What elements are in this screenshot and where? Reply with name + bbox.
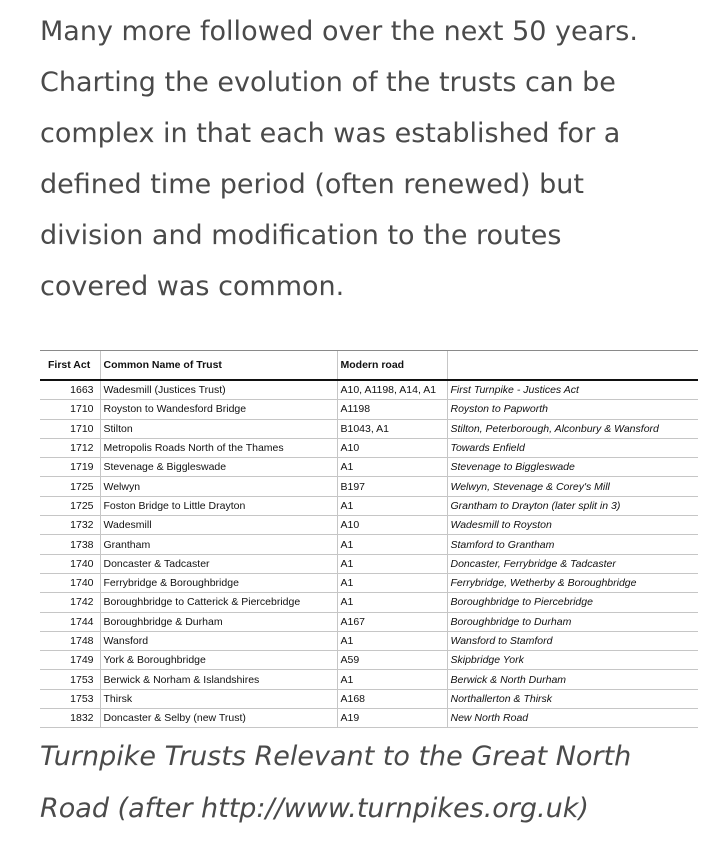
- table-row: [40, 438, 698, 457]
- image-caption: [40, 731, 710, 835]
- cell-first-act: 1719: [40, 458, 100, 477]
- cell-trust-name: Foston Bridge to Little Drayton: [100, 496, 337, 515]
- cell-trust-name: Stilton: [100, 419, 337, 438]
- cell-trust-name: Royston to Wandesford Bridge: [100, 400, 337, 419]
- cell-modern-road: A10: [337, 516, 447, 535]
- cell-modern-road: A1198: [337, 400, 447, 419]
- caption-line: Road (after http://www.turnpikes.org.uk): [40, 793, 589, 824]
- cell-modern-road: A59: [337, 651, 447, 670]
- caption-line: Turnpike Trusts Relevant to the Great North: [40, 741, 632, 772]
- cell-trust-name: Grantham: [100, 535, 337, 554]
- cell-notes: Doncaster, Ferrybridge & Tadcaster: [447, 554, 698, 573]
- turnpike-trusts-table: [40, 350, 698, 728]
- cell-trust-name: Wansford: [100, 631, 337, 650]
- table-row: [40, 651, 698, 670]
- cell-trust-name: Wadesmill: [100, 516, 337, 535]
- table-row: [40, 535, 698, 554]
- cell-trust-name: Doncaster & Tadcaster: [100, 554, 337, 573]
- cell-trust-name: Doncaster & Selby (new Trust): [100, 709, 337, 728]
- header-first-act: First Act: [40, 351, 100, 381]
- cell-notes: Royston to Papworth: [447, 400, 698, 419]
- intro-line: covered was common.: [40, 271, 345, 302]
- cell-first-act: 1725: [40, 477, 100, 496]
- cell-modern-road: B1043, A1: [337, 419, 447, 438]
- table-row: [40, 689, 698, 708]
- intro-line: Charting the evolution of the trusts can be: [40, 67, 616, 98]
- cell-trust-name: Welwyn: [100, 477, 337, 496]
- cell-first-act: 1732: [40, 516, 100, 535]
- intro-line: defined time period (often renewed) but: [40, 169, 584, 200]
- cell-notes: Grantham to Drayton (later split in 3): [447, 496, 698, 515]
- cell-first-act: 1749: [40, 651, 100, 670]
- table-row: [40, 573, 698, 592]
- cell-modern-road: A1: [337, 496, 447, 515]
- cell-notes: New North Road: [447, 709, 698, 728]
- table-row: [40, 516, 698, 535]
- cell-notes: Northallerton & Thirsk: [447, 689, 698, 708]
- cell-trust-name: Berwick & Norham & Islandshires: [100, 670, 337, 689]
- table-row: [40, 380, 698, 400]
- header-notes: [447, 351, 698, 381]
- cell-trust-name: Boroughbridge & Durham: [100, 612, 337, 631]
- table-header-row: [40, 351, 698, 381]
- turnpike-table-image: [40, 350, 698, 728]
- table-row: [40, 631, 698, 650]
- cell-first-act: 1725: [40, 496, 100, 515]
- cell-first-act: 1710: [40, 400, 100, 419]
- cell-modern-road: A1: [337, 593, 447, 612]
- cell-first-act: 1740: [40, 573, 100, 592]
- table-body: [40, 380, 698, 728]
- table-row: [40, 477, 698, 496]
- cell-trust-name: Stevenage & Biggleswade: [100, 458, 337, 477]
- table-row: [40, 496, 698, 515]
- cell-trust-name: Metropolis Roads North of the Thames: [100, 438, 337, 457]
- table-row: [40, 458, 698, 477]
- cell-modern-road: A10, A1198, A14, A1: [337, 380, 447, 400]
- cell-notes: Stevenage to Biggleswade: [447, 458, 698, 477]
- cell-modern-road: A1: [337, 631, 447, 650]
- intro-paragraph: [40, 6, 710, 312]
- cell-modern-road: A1: [337, 554, 447, 573]
- cell-first-act: 1663: [40, 380, 100, 400]
- intro-line: Many more followed over the next 50 years.: [40, 16, 638, 47]
- cell-first-act: 1742: [40, 593, 100, 612]
- cell-trust-name: Ferrybridge & Boroughbridge: [100, 573, 337, 592]
- cell-first-act: 1710: [40, 419, 100, 438]
- intro-line: division and modification to the routes: [40, 220, 562, 251]
- table-row: [40, 419, 698, 438]
- cell-modern-road: A10: [337, 438, 447, 457]
- cell-notes: Boroughbridge to Piercebridge: [447, 593, 698, 612]
- cell-modern-road: B197: [337, 477, 447, 496]
- table-row: [40, 670, 698, 689]
- cell-notes: Stilton, Peterborough, Alconbury & Wansford: [447, 419, 698, 438]
- table-row: [40, 400, 698, 419]
- header-modern-road: Modern road: [337, 351, 447, 381]
- cell-modern-road: A167: [337, 612, 447, 631]
- cell-notes: Stamford to Grantham: [447, 535, 698, 554]
- cell-notes: Skipbridge York: [447, 651, 698, 670]
- cell-notes: Wadesmill to Royston: [447, 516, 698, 535]
- cell-modern-road: A1: [337, 535, 447, 554]
- cell-notes: Welwyn, Stevenage & Corey's Mill: [447, 477, 698, 496]
- header-trust-name: Common Name of Trust: [100, 351, 337, 381]
- cell-notes: Ferrybridge, Wetherby & Boroughbridge: [447, 573, 698, 592]
- cell-modern-road: A1: [337, 670, 447, 689]
- cell-first-act: 1748: [40, 631, 100, 650]
- cell-modern-road: A168: [337, 689, 447, 708]
- cell-first-act: 1740: [40, 554, 100, 573]
- cell-modern-road: A1: [337, 458, 447, 477]
- table-row: [40, 612, 698, 631]
- cell-notes: Wansford to Stamford: [447, 631, 698, 650]
- intro-line: complex in that each was established for a: [40, 118, 621, 149]
- table-row: [40, 593, 698, 612]
- cell-first-act: 1753: [40, 689, 100, 708]
- cell-notes: First Turnpike - Justices Act: [447, 380, 698, 400]
- cell-first-act: 1712: [40, 438, 100, 457]
- cell-trust-name: Boroughbridge to Catterick & Piercebridge: [100, 593, 337, 612]
- cell-modern-road: A1: [337, 573, 447, 592]
- cell-trust-name: Wadesmill (Justices Trust): [100, 380, 337, 400]
- cell-modern-road: A19: [337, 709, 447, 728]
- cell-trust-name: Thirsk: [100, 689, 337, 708]
- table-row: [40, 709, 698, 728]
- table-row: [40, 554, 698, 573]
- cell-first-act: 1832: [40, 709, 100, 728]
- cell-first-act: 1753: [40, 670, 100, 689]
- cell-trust-name: York & Boroughbridge: [100, 651, 337, 670]
- cell-notes: Berwick & North Durham: [447, 670, 698, 689]
- cell-first-act: 1738: [40, 535, 100, 554]
- cell-first-act: 1744: [40, 612, 100, 631]
- cell-notes: Towards Enfield: [447, 438, 698, 457]
- cell-notes: Boroughbridge to Durham: [447, 612, 698, 631]
